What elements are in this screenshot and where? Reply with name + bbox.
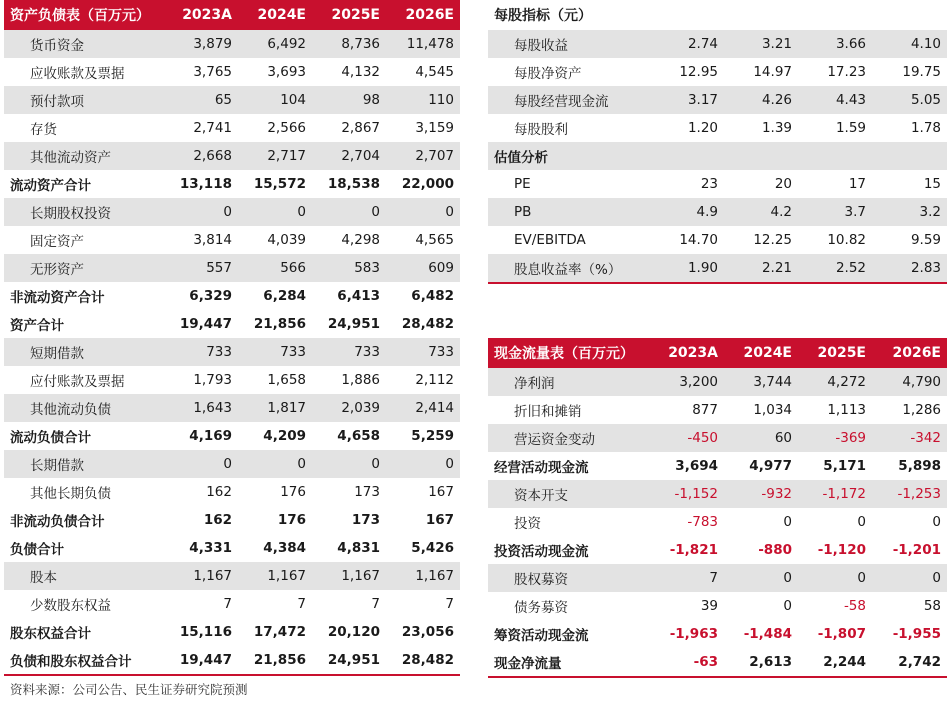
table-row [4,534,460,562]
per-share-table [488,0,947,284]
cell-value: 2,867 [341,120,380,136]
cell-value: 23 [700,176,718,192]
cell-value: 173 [354,484,380,500]
cell-value: 104 [238,86,312,114]
cell-value: 28,482 [401,316,454,332]
cell-value: 12.95 [679,64,718,80]
cell-value: 21,856 [253,316,306,332]
table-row [488,648,947,677]
cell-value: 58 [923,598,941,614]
row-label: 其他流动负债 [4,394,164,422]
row-label: 非流动负债合计 [10,514,105,530]
cell-value: -1,253 [872,480,947,508]
cell-value: 7 [223,596,232,612]
cell-value [872,142,947,170]
cell-value: 98 [312,86,386,114]
row-label: 固定资产 [30,234,84,250]
cell-value: 14.97 [753,64,792,80]
table-row [4,422,460,450]
cell-value: 167 [428,484,454,500]
cell-value: 2,707 [386,142,460,170]
table-row [488,30,947,58]
cell-value: 583 [312,254,386,282]
cell-value: 5,171 [823,458,866,474]
cell-value: 4,384 [263,540,306,556]
cell-value: 162 [206,484,232,500]
cell-value: 14.70 [679,232,718,248]
row-label: EV/EBITDA [514,232,586,248]
cell-value: 1,658 [267,372,306,388]
cell-value: 2.21 [724,254,798,283]
cell-value: -1,955 [892,626,941,642]
cell-value: 4,272 [798,368,872,396]
table-row [4,30,460,58]
cell-value: 28,482 [386,646,460,675]
row-label: 非流动资产合计 [10,290,105,306]
row-label: 资本开支 [488,480,650,508]
cell-value: -1,807 [817,626,866,642]
cell-value: 20,120 [327,624,380,640]
row-label: 投资活动现金流 [494,544,589,560]
per-share-body [488,30,947,283]
row-label: 资产合计 [10,318,64,334]
cell-value: 13,118 [179,176,232,192]
table-row [488,452,947,480]
table-row [488,368,947,396]
cell-value: 65 [164,86,238,114]
cell-value: 2,039 [312,394,386,422]
source-note: 资料来源：公司公告、民生证券研究院预测 [10,682,248,697]
cell-value: 24,951 [312,646,386,675]
table-row [488,58,947,86]
cell-value: 2,112 [415,372,454,388]
cell-value: 609 [386,254,460,282]
table-row [4,338,460,366]
cell-value: 3,694 [675,458,718,474]
cell-value: 0 [932,514,941,530]
cash-flow-body [488,368,947,677]
table-row [4,590,460,618]
cell-value: 3,159 [415,120,454,136]
table-row [4,646,460,675]
cell-value: 0 [783,514,792,530]
row-label: 货币资金 [4,30,164,58]
cell-value: 7 [650,564,724,592]
cell-value: 19,447 [164,646,238,675]
row-label: 无形资产 [4,254,164,282]
row-label: 债务募资 [514,600,568,616]
header-year: 2026E [386,0,460,30]
cell-value: 1.90 [650,254,724,283]
cell-value: 15,572 [253,176,306,192]
cell-value: 7 [445,596,454,612]
cell-value: 733 [164,338,238,366]
cell-value: 0 [386,450,460,478]
cell-value: -58 [843,598,866,614]
table-row [4,506,460,534]
row-label: 流动资产合计 [10,178,91,194]
cell-value: 3.17 [650,86,724,114]
cell-value: 4,169 [189,428,232,444]
table-row [4,310,460,338]
cell-value: 110 [386,86,460,114]
table-row [488,254,947,283]
row-label: 筹资活动现金流 [494,628,589,644]
cell-value: 24,951 [327,316,380,332]
cell-value: 1,167 [238,562,312,590]
cell-value: 1,886 [341,372,380,388]
cell-value: 3,765 [193,64,232,80]
cell-value: 0 [312,450,386,478]
row-label: 净利润 [488,368,650,396]
table-row [488,198,947,226]
cell-value: 1.20 [687,120,718,136]
row-label: 现金净流量 [488,648,650,677]
cell-value: 2.52 [798,254,872,283]
cell-value: 566 [238,254,312,282]
cell-value: 3.7 [798,198,872,226]
cell-value: -342 [872,424,947,452]
row-label: 负债合计 [10,542,64,558]
row-label: 估值分析 [488,142,650,170]
cell-value: 5,259 [411,428,454,444]
cell-value: 0 [724,564,798,592]
cell-value: 1,643 [164,394,238,422]
header-title: 每股指标（元） [494,8,592,24]
cell-value: 5.05 [872,86,947,114]
table-row [4,478,460,506]
cell-value: 2,704 [312,142,386,170]
cell-value: 4,545 [415,64,454,80]
cell-value: 15,116 [179,624,232,640]
table-row [488,170,947,198]
cell-value: 22,000 [401,176,454,192]
cell-value: 6,413 [337,288,380,304]
cell-value: 4,039 [267,232,306,248]
cell-value: 733 [238,338,312,366]
cell-value: 18,538 [327,176,380,192]
row-label: 每股股利 [514,122,568,138]
cash-flow-table [488,338,947,678]
cell-value: -1,484 [743,626,792,642]
cell-value: 167 [425,512,454,528]
cell-value: 19.75 [902,64,942,80]
cell-value: 6,329 [189,288,232,304]
cell-value: 3.21 [724,30,798,58]
table-row [488,114,947,142]
row-label: 长期借款 [4,450,164,478]
cell-value: 0 [872,564,947,592]
row-label: 股东权益合计 [10,626,91,642]
table-row [488,396,947,424]
cell-value: 1,286 [902,402,941,418]
cell-value: 3,879 [164,30,238,58]
cell-value: 15 [923,176,942,192]
cell-value: 6,482 [411,288,454,304]
cell-value [650,142,724,170]
row-label: PE [514,176,531,192]
header-title: 资产负债表（百万元） [4,0,164,30]
table-row [488,536,947,564]
header-year: 2023A [164,0,238,30]
cell-value: 1,167 [312,562,386,590]
cell-value: 4,658 [337,428,380,444]
cell-value: 1.39 [761,120,792,136]
row-label: 营运资金变动 [488,424,650,452]
row-label: 其他流动资产 [4,142,164,170]
cell-value: 4,565 [415,232,454,248]
cell-value: 877 [692,402,718,418]
cell-value: 9.59 [910,232,942,248]
cell-value: 7 [371,596,380,612]
cell-value: -63 [650,648,724,677]
cell-value: -783 [687,514,718,530]
cell-value: 6,284 [263,288,306,304]
table-row [488,620,947,648]
cell-value: 4,790 [872,368,947,396]
row-label: 负债和股东权益合计 [4,646,164,675]
cell-value: 3.66 [798,30,872,58]
cell-value: 4,132 [341,64,380,80]
cell-value: 12.25 [753,232,792,248]
table-row [488,142,947,170]
row-label: 股权募资 [488,564,650,592]
cell-value: 21,856 [238,646,312,675]
cell-value: 0 [386,198,460,226]
cell-value: 557 [164,254,238,282]
row-label: 应付账款及票据 [30,374,125,390]
cell-value: 2,414 [386,394,460,422]
cell-value: 5,898 [898,458,941,474]
cell-value: 17 [848,176,866,192]
cell-value: 1,167 [164,562,238,590]
cell-value: -880 [758,542,792,558]
cell-value: 173 [351,512,380,528]
cell-value: 0 [798,564,872,592]
cell-value: 1,167 [386,562,460,590]
table-row [4,366,460,394]
table-row [4,450,460,478]
cell-value: 1,817 [238,394,312,422]
balance-sheet-body [4,30,460,675]
row-label: 股息收益率（%） [488,254,650,283]
table-row [4,86,460,114]
cell-value: -1,172 [798,480,872,508]
row-label: PB [488,198,650,226]
cell-value: 162 [203,512,232,528]
cell-value: 1.78 [910,120,942,136]
cash-flow-header [488,338,947,368]
row-label: 少数股东权益 [30,598,111,614]
cell-value: 0 [783,598,792,614]
cell-value: 1,034 [753,402,792,418]
cell-value: 2,742 [872,648,947,677]
cell-value: 6,492 [238,30,312,58]
cell-value: 0 [238,198,312,226]
cell-value: 4.10 [872,30,947,58]
cell-value: 2,668 [164,142,238,170]
table-row [4,58,460,86]
cell-value: 5,426 [411,540,454,556]
cell-value: 4.26 [724,86,798,114]
cell-value: 11,478 [386,30,460,58]
header-year: 2025E [798,338,872,368]
cell-value: -450 [650,424,724,452]
cell-value: 3,200 [650,368,724,396]
cell-value: -1,120 [817,542,866,558]
cell-value: 0 [164,198,238,226]
cell-value: 2,566 [267,120,306,136]
table-row [4,170,460,198]
cell-value: 17.23 [827,64,866,80]
cell-value: 2,741 [193,120,232,136]
cell-value: 733 [312,338,386,366]
row-label: 长期股权投资 [4,198,164,226]
cell-value: 2.74 [650,30,724,58]
cell-value: 0 [857,514,866,530]
cell-value: 23,056 [401,624,454,640]
header-year: 2023A [650,338,724,368]
cell-value: 176 [280,484,306,500]
cell-value: -1,821 [669,542,718,558]
cell-value: 2,717 [238,142,312,170]
cell-value: 4.9 [650,198,724,226]
table-row [488,424,947,452]
cell-value: -1,201 [892,542,941,558]
cell-value: 10.82 [827,232,866,248]
cell-value: 0 [164,450,238,478]
row-label: 流动负债合计 [10,430,91,446]
cell-value: 0 [312,198,386,226]
cell-value: 20 [774,176,792,192]
row-label: 每股收益 [488,30,650,58]
cell-value: 4.43 [798,86,872,114]
cell-value: 4,298 [341,232,380,248]
cell-value: 2.83 [872,254,947,283]
cell-value: 176 [277,512,306,528]
row-label: 经营活动现金流 [494,460,589,476]
balance-sheet-table [4,0,460,676]
cell-value: 39 [700,598,718,614]
cell-value: 4,977 [749,458,792,474]
cell-value: 60 [724,424,798,452]
table-row [4,394,460,422]
cell-value: 8,736 [312,30,386,58]
cell-value: 1,793 [193,372,232,388]
cell-value: 3,744 [724,368,798,396]
row-label: 存货 [30,122,57,138]
table-row [4,226,460,254]
table-row [4,254,460,282]
cell-value: 4,331 [189,540,232,556]
cell-value: 0 [238,450,312,478]
cell-value: -1,963 [669,626,718,642]
row-label: 投资 [514,516,541,532]
table-row [4,114,460,142]
cell-value: -369 [798,424,872,452]
table-row [488,508,947,536]
header-year: 2025E [312,0,386,30]
table-row [4,618,460,646]
row-label: 每股净资产 [514,66,582,82]
cell-value: 4,209 [263,428,306,444]
table-row [488,86,947,114]
table-row [488,226,947,254]
cell-value: 17,472 [253,624,306,640]
cell-value: 4,831 [337,540,380,556]
header-year: 2026E [872,338,947,368]
cell-value: 7 [297,596,306,612]
balance-sheet-header [4,0,460,30]
header-year: 2024E [238,0,312,30]
table-row [4,282,460,310]
cell-value: 3,814 [193,232,232,248]
row-label: 短期借款 [4,338,164,366]
cell-value: 1.59 [835,120,866,136]
cell-value [724,142,798,170]
cell-value: 733 [386,338,460,366]
row-label: 其他长期负债 [30,486,111,502]
cell-value [798,142,872,170]
cell-value: 3,693 [267,64,306,80]
table-row [4,142,460,170]
cell-value: 2,244 [798,648,872,677]
cell-value: 19,447 [179,316,232,332]
table-row [488,564,947,592]
table-row [4,562,460,590]
cell-value: -932 [724,480,798,508]
table-row [4,198,460,226]
row-label: 预付款项 [4,86,164,114]
cell-value: 1,113 [827,402,866,418]
cell-value: 4.2 [724,198,798,226]
table-row [488,592,947,620]
per-share-header [488,0,947,30]
header-year: 2024E [724,338,798,368]
cell-value: -1,152 [650,480,724,508]
cell-value: 3.2 [872,198,947,226]
row-label: 应收账款及票据 [30,66,125,82]
header-title: 现金流量表（百万元） [488,338,650,368]
row-label: 折旧和摊销 [514,404,582,420]
row-label: 股本 [4,562,164,590]
cell-value: 2,613 [724,648,798,677]
row-label: 每股经营现金流 [488,86,650,114]
table-row [488,480,947,508]
